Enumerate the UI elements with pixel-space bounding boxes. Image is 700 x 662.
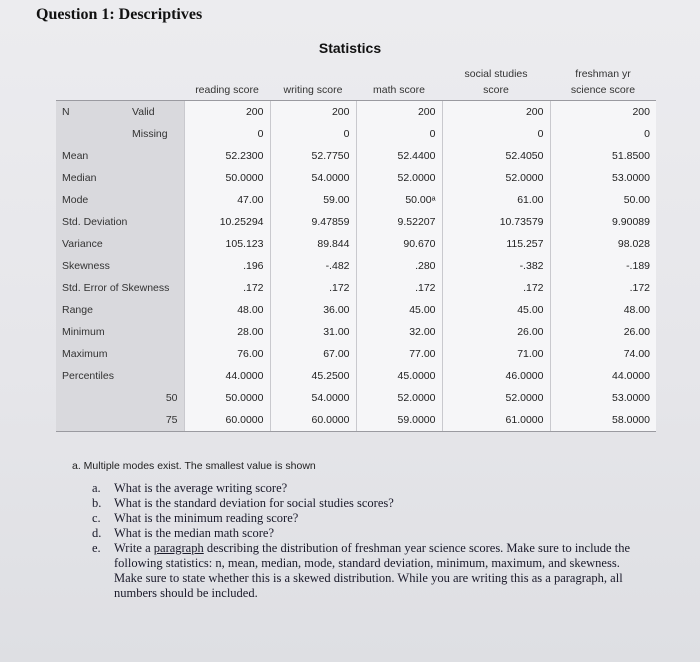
question-letter: b. <box>92 496 102 510</box>
stat-cell: 10.25294 <box>184 211 270 233</box>
stat-row <box>56 343 656 365</box>
question-heading: Question 1: Descriptives <box>36 6 203 23</box>
question-text: What is the average writing score? <box>114 481 288 495</box>
statistics-body <box>56 101 656 432</box>
row-sublabel: 75 <box>126 409 184 432</box>
statistics-table <box>56 60 656 432</box>
stat-cell: 52.4050 <box>442 145 550 167</box>
stat-cell: 60.0000 <box>184 409 270 432</box>
stat-cell: 26.00 <box>550 321 656 343</box>
row-sublabel: Valid <box>126 101 184 124</box>
stat-cell: 98.028 <box>550 233 656 255</box>
col-header-line1: freshman yr <box>575 68 631 80</box>
stat-cell: 59.00 <box>270 189 356 211</box>
stat-cell: 53.0000 <box>550 167 656 189</box>
stat-cell: 52.4400 <box>356 145 442 167</box>
question-text-after: describing the distribution of freshman year science scores. Make sure to include the following statistics: n, mean, median, mode, standard deviation, minimum, maximum, and skewness. Make sure to state whether this is a skewed distribution. While you are writing this as a paragraph, all numbers should be included. <box>114 541 631 600</box>
row-label: Skewness <box>56 255 126 277</box>
row-label <box>56 123 126 145</box>
stat-cell: 52.0000 <box>442 387 550 409</box>
col-header-line1 <box>184 60 270 80</box>
stat-cell: 32.00 <box>356 321 442 343</box>
stat-cell: 74.00 <box>550 343 656 365</box>
stat-cell: -.482 <box>270 255 356 277</box>
stat-cell: 44.0000 <box>550 365 656 387</box>
stat-cell: 77.00 <box>356 343 442 365</box>
question-letter: c. <box>92 511 101 525</box>
stat-cell: 0 <box>270 123 356 145</box>
stat-row <box>56 145 656 167</box>
stat-cell: 28.00 <box>184 321 270 343</box>
stat-cell: 60.0000 <box>270 409 356 432</box>
stat-cell: -.382 <box>442 255 550 277</box>
row-label: N <box>56 101 126 124</box>
row-sublabel <box>126 255 184 277</box>
stat-cell: 10.73579 <box>442 211 550 233</box>
col-header-line2: score <box>483 84 509 96</box>
stat-cell: .172 <box>184 277 270 299</box>
stat-cell: .172 <box>356 277 442 299</box>
stat-row <box>56 387 656 409</box>
stat-cell: 50.00 <box>550 189 656 211</box>
row-sublabel <box>126 321 184 343</box>
stat-cell: 45.00 <box>356 299 442 321</box>
question-text: What is the minimum reading score? <box>114 511 299 525</box>
stat-cell: 48.00 <box>184 299 270 321</box>
question-list <box>92 481 632 601</box>
stat-cell: 52.7750 <box>270 145 356 167</box>
stat-cell: 54.0000 <box>270 387 356 409</box>
stat-row <box>56 365 656 387</box>
stat-cell: 0 <box>184 123 270 145</box>
stat-cell: 50.0000 <box>184 387 270 409</box>
question-letter: d. <box>92 526 102 540</box>
table-footnote: a. Multiple modes exist. The smallest value is shown <box>72 460 316 472</box>
stat-cell: 200 <box>270 101 356 124</box>
stat-cell: 61.00 <box>442 189 550 211</box>
stat-cell: 36.00 <box>270 299 356 321</box>
stat-cell: 200 <box>442 101 550 124</box>
statistics-title: Statistics <box>318 40 382 56</box>
question-text-before: Write a <box>114 541 154 555</box>
col-header-line2: writing score <box>283 84 343 96</box>
stat-row <box>56 277 656 299</box>
row-sublabel <box>126 343 184 365</box>
stat-cell: 52.0000 <box>442 167 550 189</box>
stat-cell: 200 <box>356 101 442 124</box>
header-row-1 <box>56 60 656 80</box>
col-header-line1 <box>356 60 442 80</box>
stat-cell: 9.90089 <box>550 211 656 233</box>
stat-row <box>56 123 656 145</box>
stat-row <box>56 321 656 343</box>
col-header-line2: science score <box>570 84 636 96</box>
row-label <box>56 409 126 432</box>
row-sublabel: 50 <box>126 387 184 409</box>
question-item <box>92 481 632 496</box>
stat-cell: 45.00 <box>442 299 550 321</box>
stat-cell: 45.2500 <box>270 365 356 387</box>
stat-cell: 48.00 <box>550 299 656 321</box>
stat-cell: .280 <box>356 255 442 277</box>
row-label <box>56 387 126 409</box>
stat-cell: 115.257 <box>442 233 550 255</box>
stat-cell: 53.0000 <box>550 387 656 409</box>
row-label: Minimum <box>56 321 126 343</box>
row-label: Maximum <box>56 343 126 365</box>
col-header-line2: math score <box>373 84 425 96</box>
header-row-2 <box>56 80 656 101</box>
question-text: What is the median math score? <box>114 526 275 540</box>
question-item <box>92 496 632 511</box>
stat-cell: 71.00 <box>442 343 550 365</box>
stat-cell: 90.670 <box>356 233 442 255</box>
stat-cell: 51.8500 <box>550 145 656 167</box>
stat-row <box>56 167 656 189</box>
stat-row <box>56 409 656 432</box>
row-label: Range <box>56 299 126 321</box>
row-sublabel <box>126 145 184 167</box>
question-item <box>92 526 632 541</box>
stat-cell: 200 <box>550 101 656 124</box>
stat-row <box>56 101 656 124</box>
stat-cell: 47.00 <box>184 189 270 211</box>
stat-cell: 61.0000 <box>442 409 550 432</box>
stat-cell: 0 <box>550 123 656 145</box>
question-text <box>114 541 632 601</box>
stat-cell: 52.2300 <box>184 145 270 167</box>
col-header-line1: social studies <box>464 68 528 80</box>
row-sublabel: Missing <box>126 123 184 145</box>
stat-cell: 52.0000 <box>356 167 442 189</box>
row-sublabel <box>126 299 184 321</box>
question-letter: e. <box>92 541 101 555</box>
stat-cell: 9.47859 <box>270 211 356 233</box>
row-label: Std. Error of Skewness <box>56 277 184 299</box>
question-item <box>92 541 632 601</box>
stat-cell: 58.0000 <box>550 409 656 432</box>
question-text: What is the standard deviation for social studies scores? <box>114 496 394 510</box>
stat-cell: .196 <box>184 255 270 277</box>
stat-cell: 44.0000 <box>184 365 270 387</box>
stat-cell: 105.123 <box>184 233 270 255</box>
stat-cell: 26.00 <box>442 321 550 343</box>
stat-cell: 46.0000 <box>442 365 550 387</box>
question-letter: a. <box>92 481 101 495</box>
stat-cell: .172 <box>270 277 356 299</box>
row-sublabel <box>126 167 184 189</box>
stat-cell: 52.0000 <box>356 387 442 409</box>
row-sublabel <box>126 233 184 255</box>
stat-cell: 45.0000 <box>356 365 442 387</box>
stat-cell: 9.52207 <box>356 211 442 233</box>
col-header-line2: reading score <box>195 84 259 96</box>
row-label: Std. Deviation <box>56 211 184 233</box>
stat-row <box>56 299 656 321</box>
row-label: Median <box>56 167 126 189</box>
stat-cell: 50.00ᵃ <box>356 189 442 211</box>
stat-cell: 54.0000 <box>270 167 356 189</box>
row-sublabel <box>126 189 184 211</box>
stat-row <box>56 189 656 211</box>
stat-cell: 0 <box>442 123 550 145</box>
stat-cell: .172 <box>550 277 656 299</box>
stat-cell: 67.00 <box>270 343 356 365</box>
question-item <box>92 511 632 526</box>
row-label: Variance <box>56 233 126 255</box>
stat-row <box>56 255 656 277</box>
underlined-word: paragraph <box>153 541 204 555</box>
stat-cell: 50.0000 <box>184 167 270 189</box>
stat-cell: .172 <box>442 277 550 299</box>
stat-cell: 59.0000 <box>356 409 442 432</box>
stat-cell: 31.00 <box>270 321 356 343</box>
row-label: Percentiles <box>56 365 184 387</box>
stat-cell: 89.844 <box>270 233 356 255</box>
stat-row <box>56 211 656 233</box>
row-label: Mode <box>56 189 126 211</box>
row-label: Mean <box>56 145 126 167</box>
stat-cell: 76.00 <box>184 343 270 365</box>
stat-cell: 200 <box>184 101 270 124</box>
stat-cell: 0 <box>356 123 442 145</box>
stat-row <box>56 233 656 255</box>
col-header-line1 <box>270 60 356 80</box>
stat-cell: -.189 <box>550 255 656 277</box>
